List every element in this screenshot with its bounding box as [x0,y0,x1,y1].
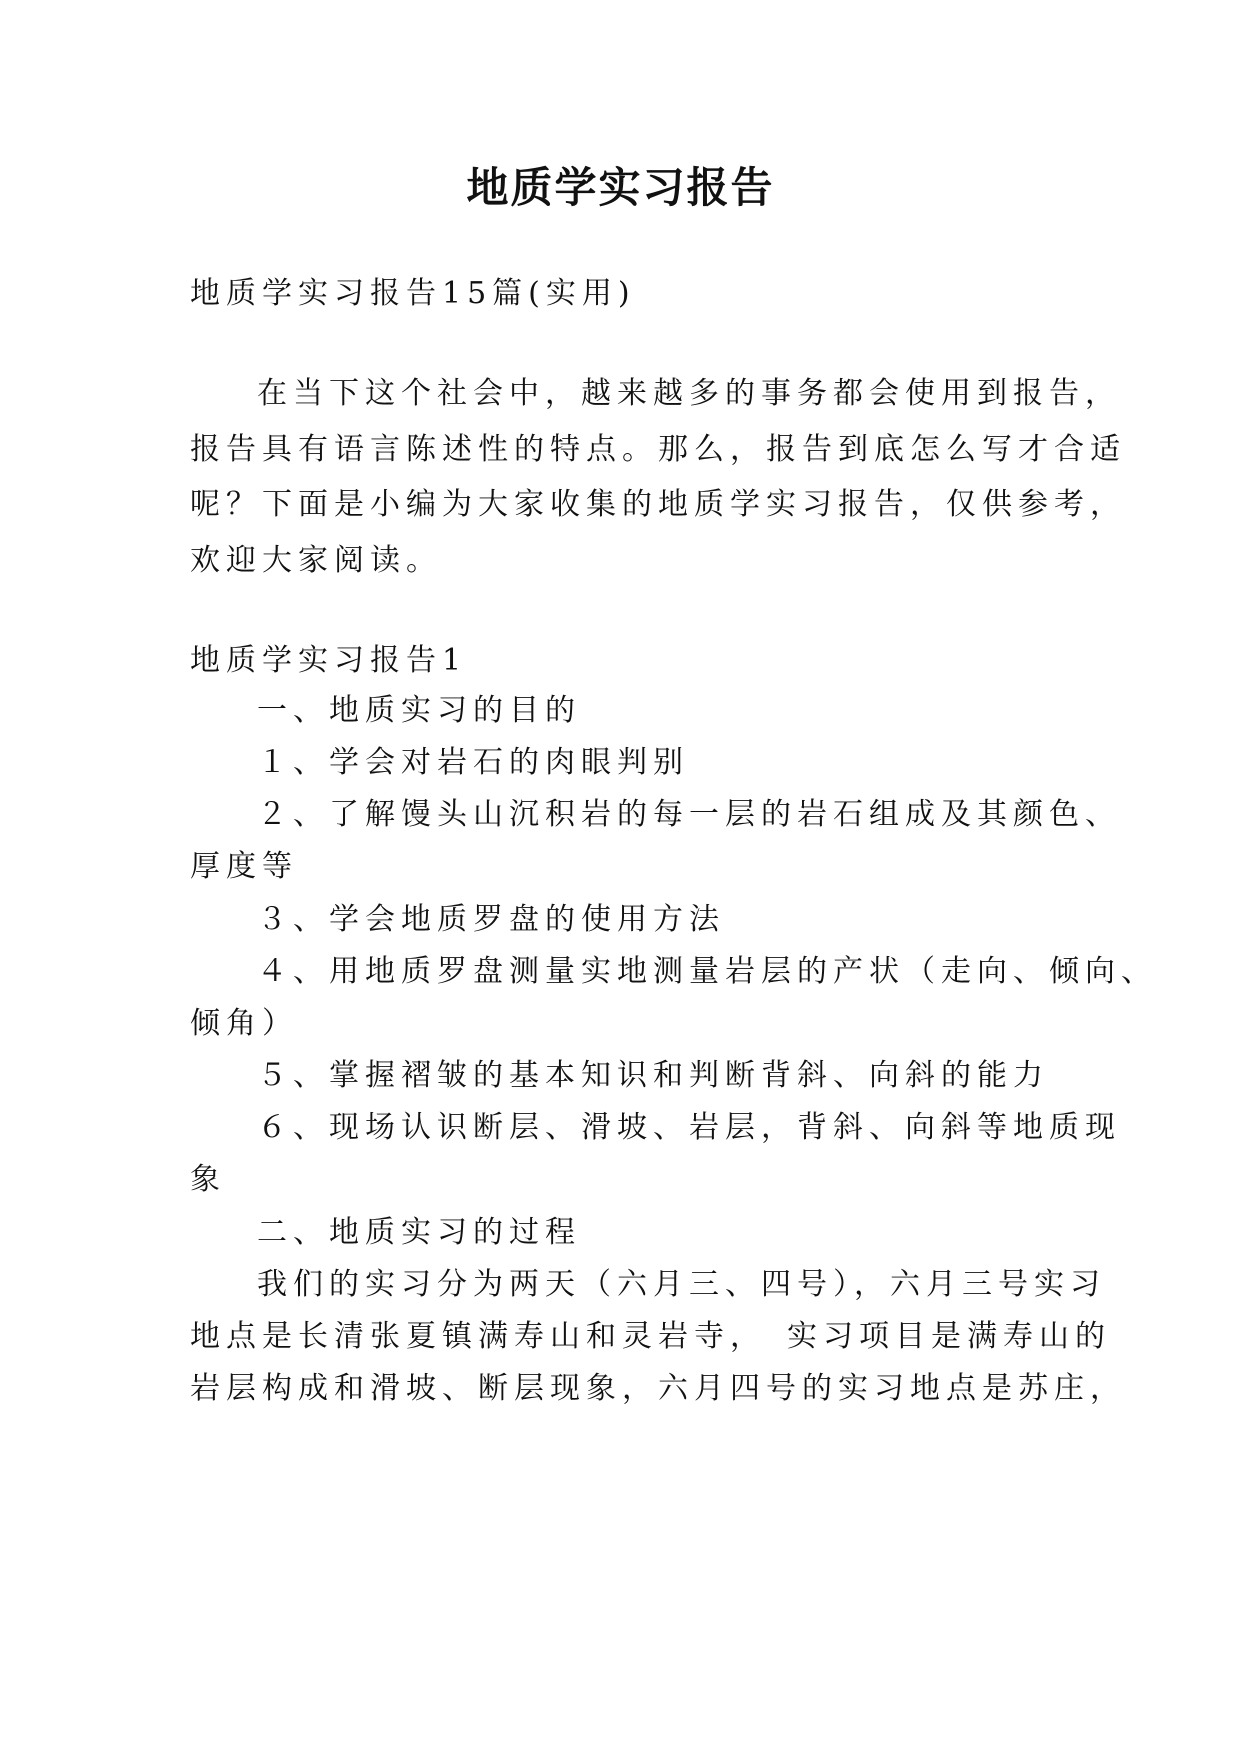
intro-line: 欢迎大家阅读。 [190,543,442,578]
body-line: 倾角） [190,1006,298,1041]
intro-line: 报告具有语言陈述性的特点。那么，报告到底怎么写才合适 [190,432,1126,467]
body-line: 厚度等 [190,849,298,884]
body-line: ６、现场认识断层、滑坡、岩层，背斜、向斜等地质现 [257,1110,1121,1145]
body-line: 二、地质实习的过程 [257,1215,581,1250]
body-line: ２、了解馒头山沉积岩的每一层的岩石组成及其颜色、 [257,797,1121,832]
body-line: 我们的实习分为两天（六月三、四号），六月三号实习 [257,1267,1106,1302]
body-line: １、学会对岩石的肉眼判别 [257,745,689,780]
body-line: ４、用地质罗盘测量实地测量岩层的产状（走向、倾向、 [257,954,1157,989]
body-line: 象 [190,1162,226,1197]
body-line: 一、地质实习的目的 [257,693,581,728]
section-heading: 地质学实习报告1 [190,643,468,678]
body-line: 岩层构成和滑坡、断层现象，六月四号的实习地点是苏庄， [190,1371,1126,1406]
body-line: ５、掌握褶皱的基本知识和判断背斜、向斜的能力 [257,1058,1049,1093]
document-title: 地质学实习报告 [466,163,775,212]
intro-line: 在当下这个社会中，越来越多的事务都会使用到报告， [257,376,1121,411]
document-subtitle: 地质学实习报告15篇(实用) [190,276,636,311]
body-line: 地点是长清张夏镇满寿山和灵岩寺， 实习项目是满寿山的 [190,1319,1111,1354]
intro-line: 呢？下面是小编为大家收集的地质学实习报告，仅供参考， [190,487,1126,522]
body-line: ３、学会地质罗盘的使用方法 [257,902,725,937]
